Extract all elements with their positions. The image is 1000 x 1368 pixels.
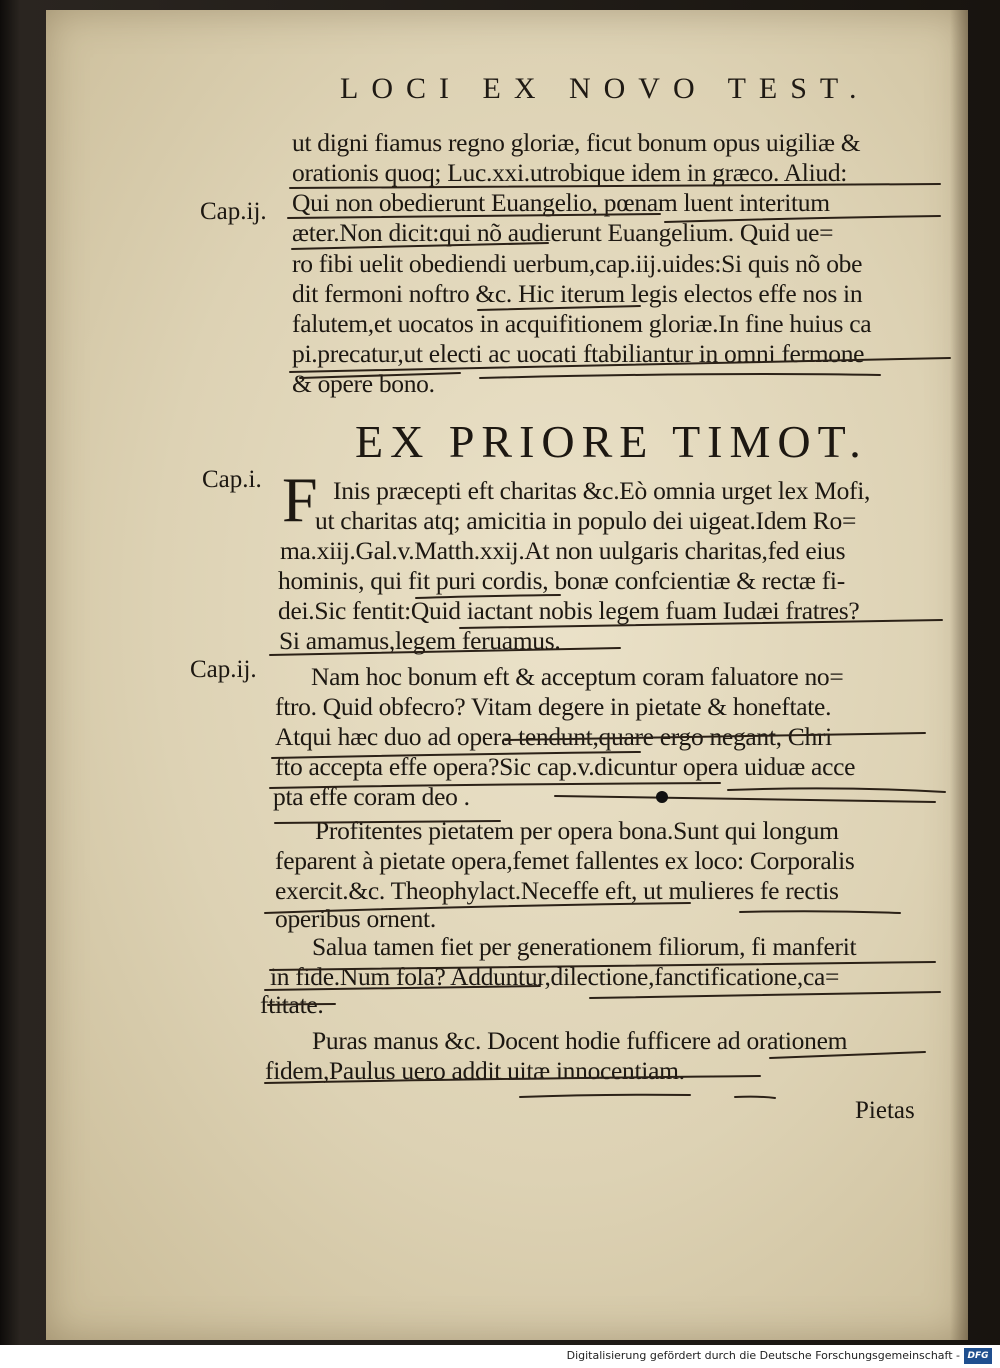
text-line: ftro. Quid obfecro? Vitam degere in pietate & honeftate. — [275, 692, 832, 721]
dfg-logo: DFG — [964, 1348, 992, 1364]
text-line: & opere bono. — [292, 369, 435, 398]
text-line: in fide.Num fola? Adduntur,dilectione,fanctificatione,ca= — [270, 962, 840, 991]
text-line: dit fermoni noftro &c. Hic iterum legis electos effe nos in — [292, 279, 863, 308]
text-line: Nam hoc bonum eft & acceptum coram faluatore no= — [311, 662, 844, 691]
margin-note-chapter: Cap.i. — [202, 466, 262, 493]
text-line: falutem,et uocatos in acquifitionem gloriæ.In fine huius ca — [292, 309, 872, 338]
margin-note-chapter: Cap.ij. — [190, 656, 257, 683]
section-heading: EX PRIORE TIMOT. — [355, 416, 868, 467]
catchword: Pietas — [855, 1097, 915, 1124]
text-line: pta effe coram deo . — [273, 782, 470, 811]
text-line: Profitentes pietatem per opera bona.Sunt qui longum — [315, 816, 839, 845]
text-line: ro fibi uelit obediendi uerbum,cap.iij.uides:Si quis nõ obe — [292, 249, 863, 278]
drop-capital: F — [282, 464, 318, 535]
text-line: ut charitas atq; amicitia in populo dei uigeat.Idem Ro= — [315, 506, 857, 535]
text-line: fto accepta effe opera?Sic cap.v.dicuntur opera uiduæ acce — [275, 752, 856, 781]
page-edge-shadow — [950, 10, 968, 1340]
text-line: dei.Sic fentit:Quid iactant nobis legem fuam Iudæi fratres? — [278, 596, 860, 625]
text-line: operibus ornent. — [275, 904, 436, 933]
margin-note-chapter: Cap.ij. — [200, 198, 267, 225]
text-line: Si amamus,legem feruamus. — [279, 626, 561, 655]
text-line: ftitate. — [260, 990, 324, 1019]
text-line: ma.xiij.Gal.v.Matth.xxij.At non uulgaris charitas,fed eius — [280, 536, 846, 565]
text-line: exercit.&c. Theophylact.Neceffe eft, ut mulieres fe rectis — [275, 876, 839, 905]
text-line: æter.Non dicit:qui nõ audierunt Euangelium. Quid ue= — [292, 218, 834, 247]
footer-credit: Digitalisierung gefördert durch die Deutsche Forschungsgemeinschaft - — [566, 1349, 960, 1362]
footer-bar — [0, 1345, 1000, 1368]
text-line: pi.precatur,ut electi ac uocati ftabiliantur in omni fermone — [292, 339, 865, 368]
text-line: Qui non obedierunt Euangelio, pœnam luent interitum — [292, 188, 830, 217]
text-line: fidem,Paulus uero addit uitæ innocentiam. — [265, 1056, 685, 1085]
text-line: hominis, qui fit puri cordis, bonæ confcientiæ & rectæ fi- — [278, 566, 845, 595]
text-line: Puras manus &c. Docent hodie fufficere ad orationem — [312, 1026, 848, 1055]
text-line: orationis quoq; Luc.xxi.utrobique idem in græco. Aliud: — [292, 158, 848, 187]
running-head: LOCI EX NOVO TEST. — [340, 72, 870, 105]
text-line: ut digni fiamus regno gloriæ, ficut bonum opus uigiliæ & — [292, 128, 861, 157]
text-line: Salua tamen fiet per generationem filiorum, fi manferit — [312, 932, 857, 961]
text-line: Inis præcepti eft charitas &c.Eò omnia urget lex Mofi, — [333, 476, 871, 505]
text-line: Atqui hæc duo ad opera tendunt,quare ergo negant, Chri — [275, 722, 832, 751]
text-line: feparent à pietate opera,femet fallentes ex loco: Corporalis — [275, 846, 855, 875]
